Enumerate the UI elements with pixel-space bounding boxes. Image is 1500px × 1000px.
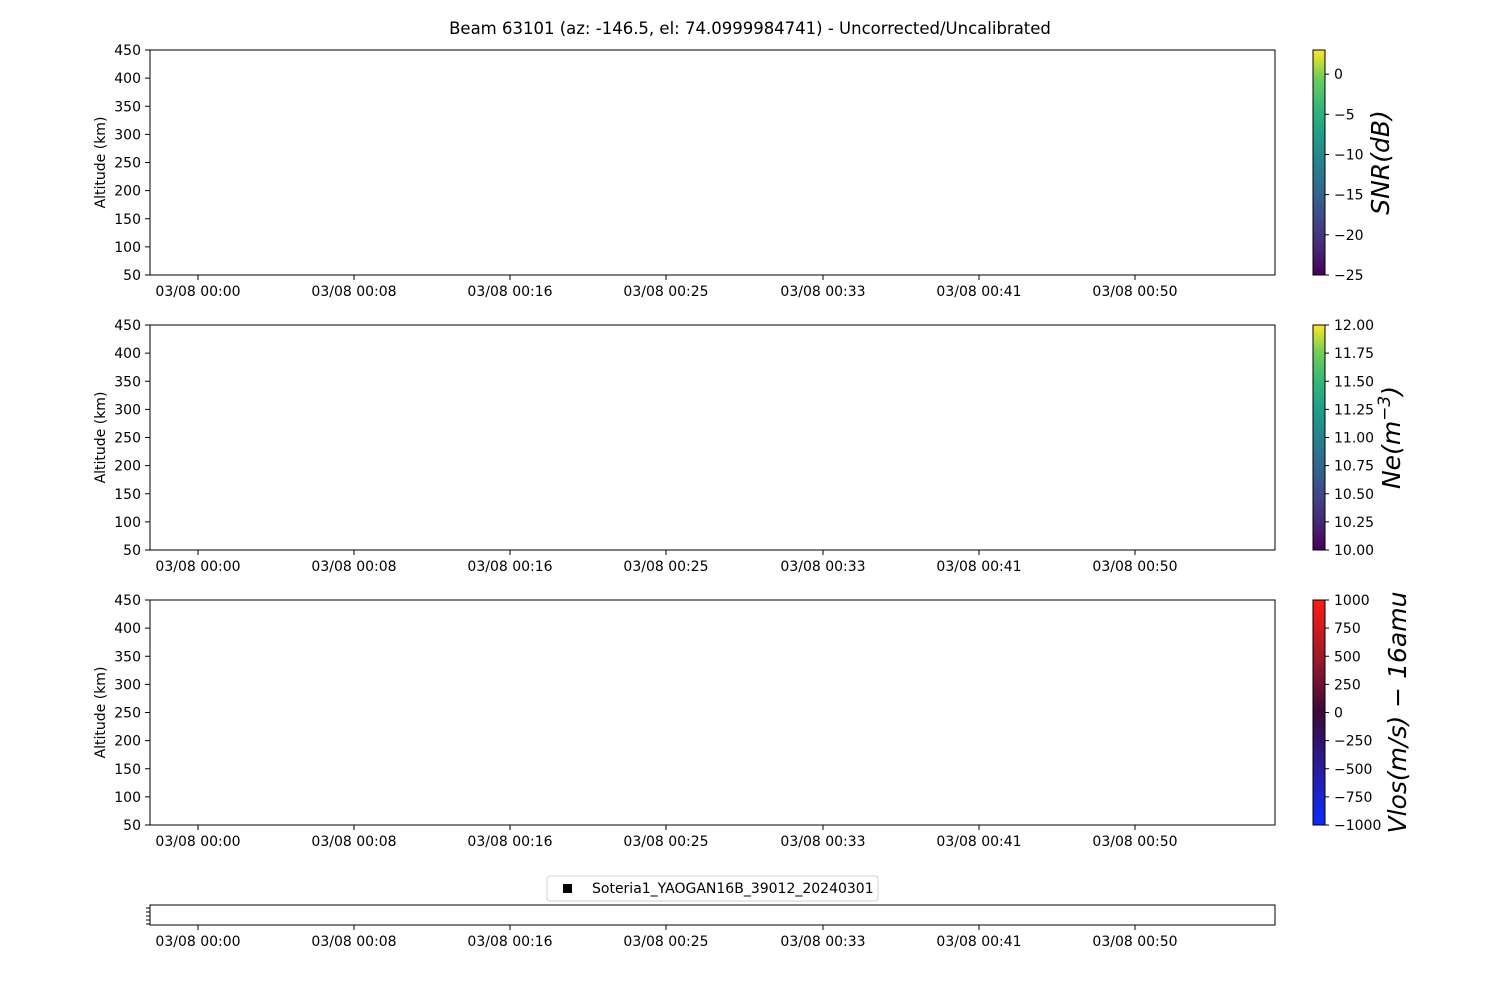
x-tick-label: 03/08 00:08 xyxy=(311,284,397,300)
x-tick-label: 03/08 00:16 xyxy=(467,284,553,300)
colorbar-tick-label: 250 xyxy=(1334,677,1361,694)
y-tick-label: 50 xyxy=(123,543,141,559)
x-tick-label: 03/08 00:41 xyxy=(936,834,1022,850)
x-tick-label: 03/08 00:25 xyxy=(623,559,709,575)
x-tick-label: 03/08 00:00 xyxy=(155,934,241,950)
colorbar-tick-label: 10.00 xyxy=(1334,543,1375,559)
snr-panel xyxy=(93,43,1395,300)
x-tick-label: 03/08 00:25 xyxy=(623,284,709,300)
x-tick-label: 03/08 00:50 xyxy=(1092,934,1178,950)
x-tick-label: 03/08 00:50 xyxy=(1092,834,1178,850)
x-tick-label: 03/08 00:08 xyxy=(311,559,397,575)
objects-panel xyxy=(146,876,1275,950)
colorbar-tick-label: 11.50 xyxy=(1334,374,1375,391)
colorbar-tick-label: 10.50 xyxy=(1334,486,1375,503)
plot-area xyxy=(150,905,1275,925)
colorbar-tick-label: −25 xyxy=(1334,268,1364,284)
figure-title: Beam 63101 (az: -146.5, el: 74.0999984741) - Uncorrected/Uncalibrated xyxy=(449,19,1051,38)
vlos-panel xyxy=(93,592,1412,850)
y-tick-label: 200 xyxy=(114,183,141,200)
y-tick-label: 450 xyxy=(114,318,141,334)
y-tick-label: 150 xyxy=(114,761,141,778)
y-tick-label: 100 xyxy=(114,514,141,531)
colorbar-tick-label: −5 xyxy=(1334,107,1355,124)
colorbar-label: $Ne(m^{-3})$ xyxy=(1375,385,1406,490)
colorbar-tick-label: −1000 xyxy=(1334,818,1382,834)
colorbar-tick-label: 11.00 xyxy=(1334,430,1375,447)
colorbar-tick-label: 750 xyxy=(1334,621,1361,638)
x-tick-label: 03/08 00:16 xyxy=(467,934,553,950)
colorbar-tick-label: 10.25 xyxy=(1334,514,1375,531)
y-tick-label: 450 xyxy=(114,593,141,609)
colorbar xyxy=(1313,600,1325,825)
colorbar-tick-label: 10.75 xyxy=(1334,458,1375,475)
colorbar xyxy=(1313,325,1325,550)
y-tick-label: 50 xyxy=(123,268,141,284)
y-tick-label: 300 xyxy=(114,127,141,144)
x-tick-label: 03/08 00:25 xyxy=(623,834,709,850)
colorbar-tick-label: 11.25 xyxy=(1334,402,1375,419)
x-tick-label: 03/08 00:25 xyxy=(623,934,709,950)
y-tick-label: 450 xyxy=(114,43,141,59)
plot-area xyxy=(150,325,1275,550)
x-tick-label: 03/08 00:33 xyxy=(780,934,866,950)
y-tick-label: 250 xyxy=(114,705,141,722)
legend-marker xyxy=(563,884,572,893)
y-tick-label: 350 xyxy=(114,649,141,666)
x-tick-label: 03/08 00:50 xyxy=(1092,559,1178,575)
y-tick-label: 350 xyxy=(114,99,141,116)
ne-panel xyxy=(93,318,1406,575)
x-tick-label: 03/08 00:33 xyxy=(780,284,866,300)
y-axis-label: Altitude (km) xyxy=(93,666,109,759)
colorbar-tick-label: 0 xyxy=(1334,67,1343,84)
colorbar-tick-label: −500 xyxy=(1334,761,1373,778)
plot-area xyxy=(150,600,1275,825)
colorbar-tick-label: −750 xyxy=(1334,789,1373,806)
x-tick-label: 03/08 00:41 xyxy=(936,559,1022,575)
y-tick-label: 400 xyxy=(114,346,141,363)
colorbar-tick-label: −250 xyxy=(1334,733,1373,750)
y-tick-label: 50 xyxy=(123,818,141,834)
y-tick-label: 150 xyxy=(114,486,141,503)
y-tick-label: 250 xyxy=(114,430,141,447)
colorbar-tick-label: −20 xyxy=(1334,227,1364,244)
x-tick-label: 03/08 00:00 xyxy=(155,284,241,300)
y-tick-label: 200 xyxy=(114,733,141,750)
colorbar-label: SNR(dB) xyxy=(1366,110,1395,215)
colorbar-tick-label: 0 xyxy=(1334,705,1343,722)
y-tick-label: 350 xyxy=(114,374,141,391)
y-tick-label: 300 xyxy=(114,402,141,419)
x-tick-label: 03/08 00:33 xyxy=(780,834,866,850)
colorbar-tick-label: −10 xyxy=(1334,147,1364,164)
x-tick-label: 03/08 00:41 xyxy=(936,934,1022,950)
y-tick-label: 400 xyxy=(114,621,141,638)
legend xyxy=(547,876,878,901)
colorbar xyxy=(1313,50,1325,275)
x-tick-label: 03/08 00:16 xyxy=(467,834,553,850)
x-tick-label: 03/08 00:00 xyxy=(155,559,241,575)
colorbar-label: Vlos(m/s) − 16amu xyxy=(1383,591,1412,834)
x-tick-label: 03/08 00:41 xyxy=(936,284,1022,300)
y-axis-label: Altitude (km) xyxy=(93,391,109,484)
x-tick-label: 03/08 00:08 xyxy=(311,934,397,950)
y-tick-label: 250 xyxy=(114,155,141,172)
legend-entry: Soteria1_YAOGAN16B_39012_20240301 xyxy=(592,881,874,897)
x-tick-label: 03/08 00:00 xyxy=(155,834,241,850)
colorbar-tick-label: 12.00 xyxy=(1334,318,1375,334)
y-axis-label: Altitude (km) xyxy=(93,116,109,209)
y-tick-label: 150 xyxy=(114,211,141,228)
y-tick-label: 100 xyxy=(114,789,141,806)
colorbar-tick-label: −15 xyxy=(1334,187,1364,204)
x-tick-label: 03/08 00:50 xyxy=(1092,284,1178,300)
colorbar-tick-label: 1000 xyxy=(1334,593,1370,609)
x-tick-label: 03/08 00:16 xyxy=(467,559,553,575)
y-tick-label: 100 xyxy=(114,239,141,256)
y-tick-label: 300 xyxy=(114,677,141,694)
x-tick-label: 03/08 00:33 xyxy=(780,559,866,575)
y-tick-label: 400 xyxy=(114,71,141,88)
y-tick-label: 200 xyxy=(114,458,141,475)
x-tick-label: 03/08 00:08 xyxy=(311,834,397,850)
colorbar-tick-label: 11.75 xyxy=(1334,346,1375,363)
plot-area xyxy=(150,50,1275,275)
colorbar-tick-label: 500 xyxy=(1334,649,1361,666)
